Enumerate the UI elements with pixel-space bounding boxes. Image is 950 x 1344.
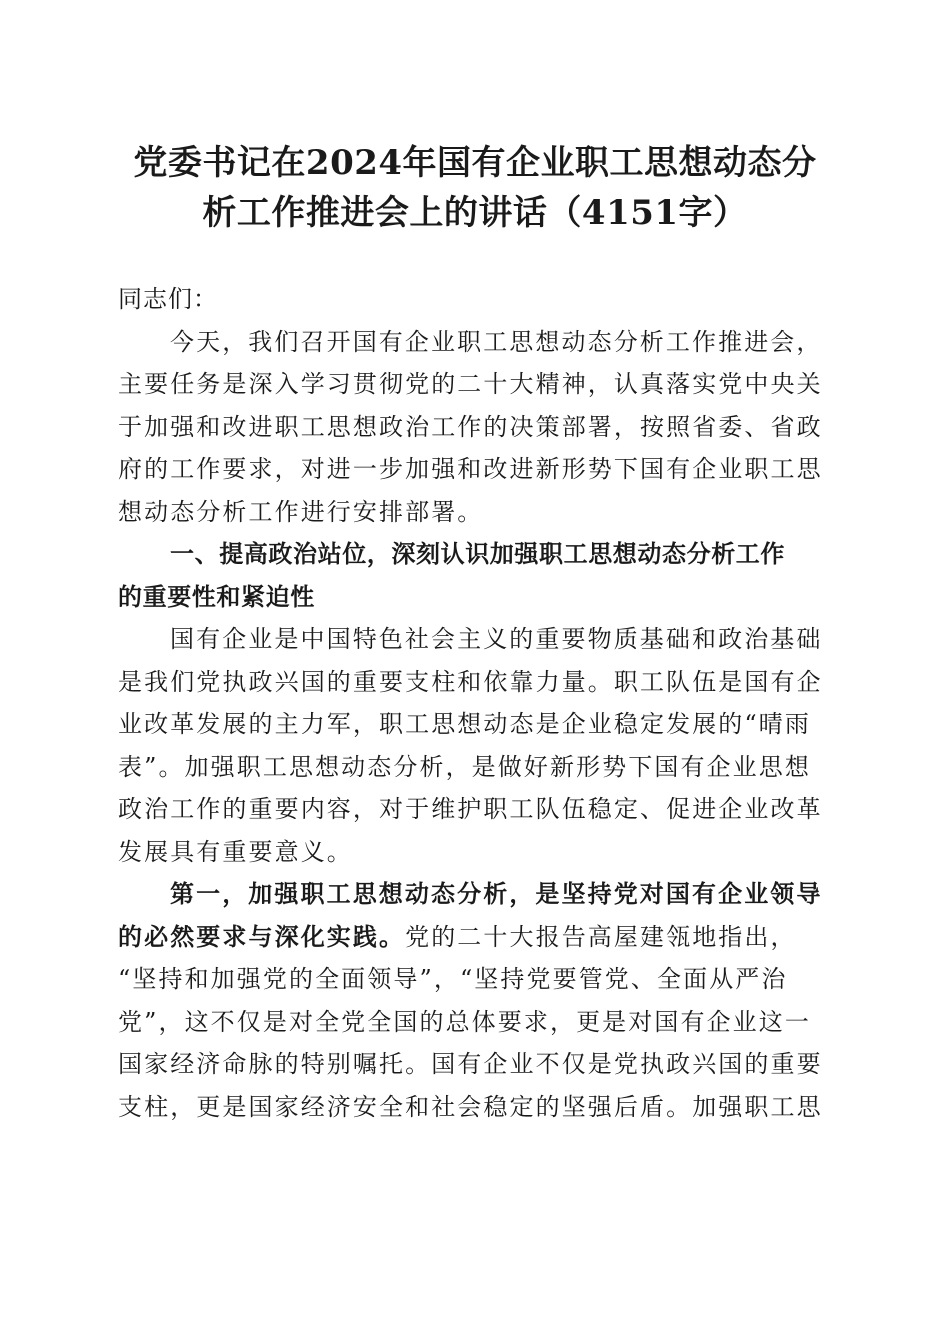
paragraph-2-line: 发展具有重要意义。: [118, 837, 353, 866]
paragraph-1-line: 想动态分析工作进行安排部署。: [118, 497, 484, 526]
paragraph-2-line: 表”。加强职工思想动态分析，是做好新形势下国有企业思想: [118, 752, 811, 781]
paragraph-3-line: “坚持和加强党的全面领导”，“坚持党要管党、全面从严治: [118, 965, 788, 993]
paragraph-3-mixed-line: [118, 916, 830, 959]
section-heading-1: 的重要性和紧迫性: [118, 582, 315, 611]
paragraph-2-line: 政治工作的重要内容，对于维护职工队伍稳定、促进企业改革: [118, 795, 823, 823]
section-heading-1: 一、提高政治站位，深刻认识加强职工思想动态分析工作: [170, 540, 785, 568]
paragraph-3-lead-end: 的必然要求与深化实践。: [118, 921, 406, 951]
paragraph-3-line: 支柱，更是国家经济安全和社会稳定的坚强后盾。加强职工思: [118, 1092, 823, 1121]
paragraph-3-line: 党”，这不仅是对全党全国的总体要求，更是对国有企业这一: [118, 1007, 811, 1036]
paragraph-1-line: 府的工作要求，对进一步加强和改进新形势下国有企业职工思: [118, 455, 823, 483]
paragraph-1-line: 于加强和改进职工思想政治工作的决策部署，按照省委、省政: [118, 412, 823, 441]
paragraph-3-lead: 第一，加强职工思想动态分析，是坚持党对国有企业领导: [170, 879, 823, 908]
paragraph-2-line: 业改革发展的主力军，职工思想动态是企业稳定发展的“晴雨: [118, 710, 811, 738]
paragraph-3-line: 国家经济命脉的特别嘱托。国有企业不仅是党执政兴国的重要: [118, 1050, 823, 1078]
paragraph-2-line: 是我们党执政兴国的重要支柱和依靠力量。职工队伍是国有企: [118, 667, 823, 696]
paragraph-1-line: 主要任务是深入学习贯彻党的二十大精神，认真落实党中央关: [118, 370, 823, 398]
document-body: [118, 278, 830, 1128]
title-line-1: 党委书记在2024年国有企业职工思想动态分: [133, 143, 817, 183]
document-title: [110, 138, 840, 238]
paragraph-3-line: 党的二十大报告高屋建瓴地指出，: [405, 922, 797, 951]
paragraph-1-line: 今天，我们召开国有企业职工思想动态分析工作推进会，: [170, 327, 823, 356]
title-line-2: 析工作推进会上的讲话（4151字）: [202, 193, 748, 233]
salutation: 同志们：: [118, 285, 218, 313]
paragraph-2-line: 国有企业是中国特色社会主义的重要物质基础和政治基础: [170, 625, 823, 653]
